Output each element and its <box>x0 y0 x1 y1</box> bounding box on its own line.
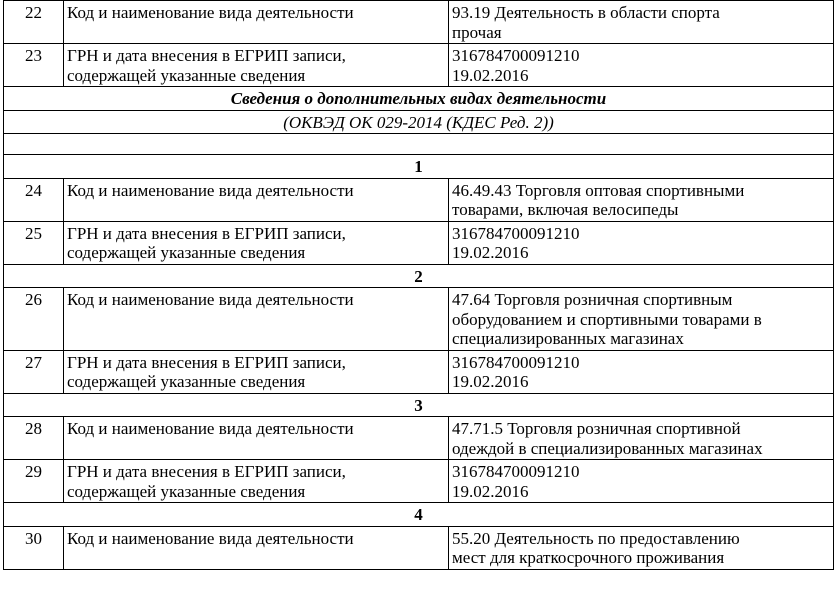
row-value: 93.19 Деятельность в области спорта прочая <box>449 1 834 44</box>
group-number: 4 <box>4 503 834 527</box>
table-row <box>4 526 834 569</box>
row-label: Код и наименование вида деятельности <box>64 417 449 460</box>
row-value: 47.64 Торговля розничная спортивным оборудованием и спортивными товарами в специализированных магазинах <box>449 288 834 351</box>
table-row <box>4 460 834 503</box>
row-number: 23 <box>4 44 64 87</box>
row-number: 29 <box>4 460 64 503</box>
table-row <box>4 221 834 264</box>
row-value: 55.20 Деятельность по предоставлению мест для краткосрочного проживания <box>449 526 834 569</box>
row-number: 22 <box>4 1 64 44</box>
row-label: Код и наименование вида деятельности <box>64 1 449 44</box>
row-value: 316784700091210 19.02.2016 <box>449 221 834 264</box>
section-subtitle-row <box>4 110 834 134</box>
table-row <box>4 288 834 351</box>
group-number: 2 <box>4 264 834 288</box>
row-number: 26 <box>4 288 64 351</box>
row-number: 25 <box>4 221 64 264</box>
row-value: 316784700091210 19.02.2016 <box>449 44 834 87</box>
row-value: 316784700091210 19.02.2016 <box>449 350 834 393</box>
row-label: ГРН и дата внесения в ЕГРИП записи, содержащей указанные сведения <box>64 460 449 503</box>
row-number: 27 <box>4 350 64 393</box>
row-number: 28 <box>4 417 64 460</box>
group-number: 1 <box>4 155 834 179</box>
section-subtitle: (ОКВЭД ОК 029-2014 (КДЕС Ред. 2)) <box>4 110 834 134</box>
group-row <box>4 155 834 179</box>
row-label: Код и наименование вида деятельности <box>64 178 449 221</box>
row-value: 47.71.5 Торговля розничная спортивной одеждой в специализированных магазинах <box>449 417 834 460</box>
section-title: Сведения о дополнительных видах деятельности <box>4 87 834 111</box>
group-row <box>4 503 834 527</box>
row-value: 316784700091210 19.02.2016 <box>449 460 834 503</box>
row-label: ГРН и дата внесения в ЕГРИП записи, содержащей указанные сведения <box>64 221 449 264</box>
table-row <box>4 44 834 87</box>
row-number: 24 <box>4 178 64 221</box>
row-value: 46.49.43 Торговля оптовая спортивными товарами, включая велосипеды <box>449 178 834 221</box>
table-row <box>4 178 834 221</box>
group-row <box>4 393 834 417</box>
table-row <box>4 1 834 44</box>
row-label: ГРН и дата внесения в ЕГРИП записи, содержащей указанные сведения <box>64 350 449 393</box>
empty-cell <box>4 134 834 155</box>
table-row <box>4 350 834 393</box>
registry-table <box>3 0 834 570</box>
row-label: ГРН и дата внесения в ЕГРИП записи, содержащей указанные сведения <box>64 44 449 87</box>
row-number: 30 <box>4 526 64 569</box>
row-label: Код и наименование вида деятельности <box>64 288 449 351</box>
section-title-row <box>4 87 834 111</box>
group-row <box>4 264 834 288</box>
table-row <box>4 417 834 460</box>
group-number: 3 <box>4 393 834 417</box>
row-label: Код и наименование вида деятельности <box>64 526 449 569</box>
spacer-row <box>4 134 834 155</box>
